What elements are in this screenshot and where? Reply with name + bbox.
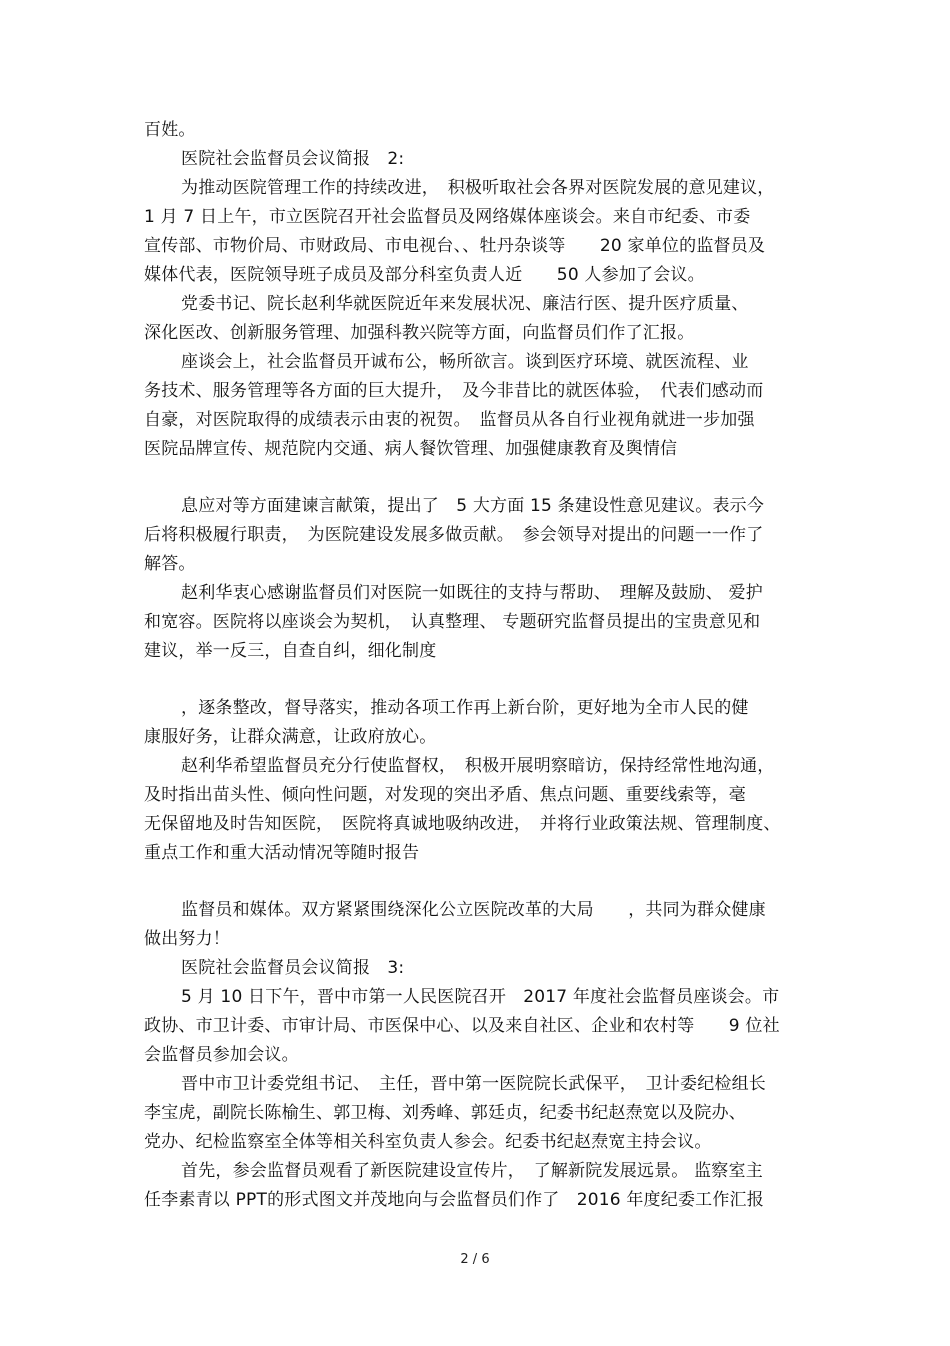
text-line: 为推动医院管理工作的持续改进， 积极听取社会各界对医院发展的意见建议， <box>181 178 775 198</box>
text-line: 会监督员参加会议。 <box>144 1045 299 1065</box>
text-line: 做出努力！ <box>144 929 230 949</box>
text-line: 宣传部、市物价局、市财政局、市电视台、、牡丹杂谈等 20 家单位的监督员及 <box>144 236 766 256</box>
text-line: 百姓。 <box>144 120 196 140</box>
text-line: 务技术、服务管理等各方面的巨大提升， 及今非昔比的就医体验， 代表们感动而 <box>144 381 764 401</box>
text-line: 首先，参会监督员观看了新医院建设宣传片， 了解新院发展远景。 监察室主 <box>181 1161 763 1181</box>
text-line: 晋中市卫计委党组书记、 主任，晋中第一医院院长武保平， 卫计委纪检组长 <box>181 1074 766 1094</box>
text-line: 党办、纪检监察室全体等相关科室负责人参会。纪委书纪赵焘宽主持会议。 <box>144 1132 712 1152</box>
text-line: ，逐条整改，督导落实，推动各项工作再上新台阶，更好地为全市人民的健 <box>181 698 749 718</box>
text-line: 后将积极履行职责， 为医院建设发展多做贡献。 参会领导对提出的问题一一作了 <box>144 525 764 545</box>
text-line: 息应对等方面建谏言献策，提出了 5 大方面 15 条建设性意见建议。表示今 <box>181 496 765 516</box>
text-line: 赵利华衷心感谢监督员们对医院一如既往的支持与帮助、 理解及鼓励、 爱护 <box>181 583 763 603</box>
text-line: 自豪，对医院取得的成绩表示由衷的祝贺。 监督员从各自行业视角就进一步加强 <box>144 410 755 430</box>
text-line: 任李素青以 PPT的形式图文并茂地向与会监督员们作了 2016 年度纪委工作汇报 <box>144 1190 764 1210</box>
text-line: 建议，举一反三，自查自纠，细化制度 <box>144 641 437 661</box>
text-line: 赵利华希望监督员充分行使监督权， 积极开展明察暗访，保持经常性地沟通， <box>181 756 775 776</box>
text-line: 无保留地及时告知医院， 医院将真诚地吸纳改进， 并将行业政策法规、管理制度、 <box>144 814 781 834</box>
text-line: 党委书记、院长赵利华就医院近年来发展状况、廉洁行医、提升医疗质量、 <box>181 294 749 314</box>
text-line: 医院品牌宣传、规范院内交通、病人餐饮管理、加强健康教育及舆情信 <box>144 439 678 459</box>
text-line: 及时指出苗头性、倾向性问题，对发现的突出矛盾、焦点问题、重要线索等，毫 <box>144 785 746 805</box>
text-line: 解答。 <box>144 554 196 574</box>
text-line: 康服好务，让群众满意，让政府放心。 <box>144 727 437 747</box>
text-line: 政协、市卫计委、市审计局、市医保中心、以及来自社区、企业和农村等 9 位社 <box>144 1016 780 1036</box>
text-line: 深化医改、创新服务管理、加强科教兴院等方面，向监督员们作了汇报。 <box>144 323 695 343</box>
section-heading: 医院社会监督员会议简报 3: <box>181 958 405 978</box>
text-line: 重点工作和重大活动情况等随时报告 <box>144 843 420 863</box>
text-line: 5 月 10 日下午，晋中市第一人民医院召开 2017 年度社会监督员座谈会。市 <box>181 987 780 1007</box>
text-line: 媒体代表，医院领导班子成员及部分科室负责人近 50 人参加了会议。 <box>144 265 705 285</box>
page-number: 2 / 6 <box>460 1252 490 1267</box>
section-heading: 医院社会监督员会议简报 2: <box>181 149 405 169</box>
text-line: 1 月 7 日上午，市立医院召开社会监督员及网络媒体座谈会。来自市纪委、市委 <box>144 207 751 227</box>
text-line: 和宽容。医院将以座谈会为契机， 认真整理、 专题研究监督员提出的宝贵意见和 <box>144 612 761 632</box>
text-line: 座谈会上，社会监督员开诚布公，畅所欲言。谈到医疗环境、就医流程、业 <box>181 352 749 372</box>
text-line: 监督员和媒体。双方紧紧围绕深化公立医院改革的大局 ，共同为群众健康 <box>181 900 766 920</box>
text-line: 李宝虎，副院长陈榆生、郭卫梅、刘秀峰、郭廷贞，纪委书纪赵焘宽以及院办、 <box>144 1103 746 1123</box>
